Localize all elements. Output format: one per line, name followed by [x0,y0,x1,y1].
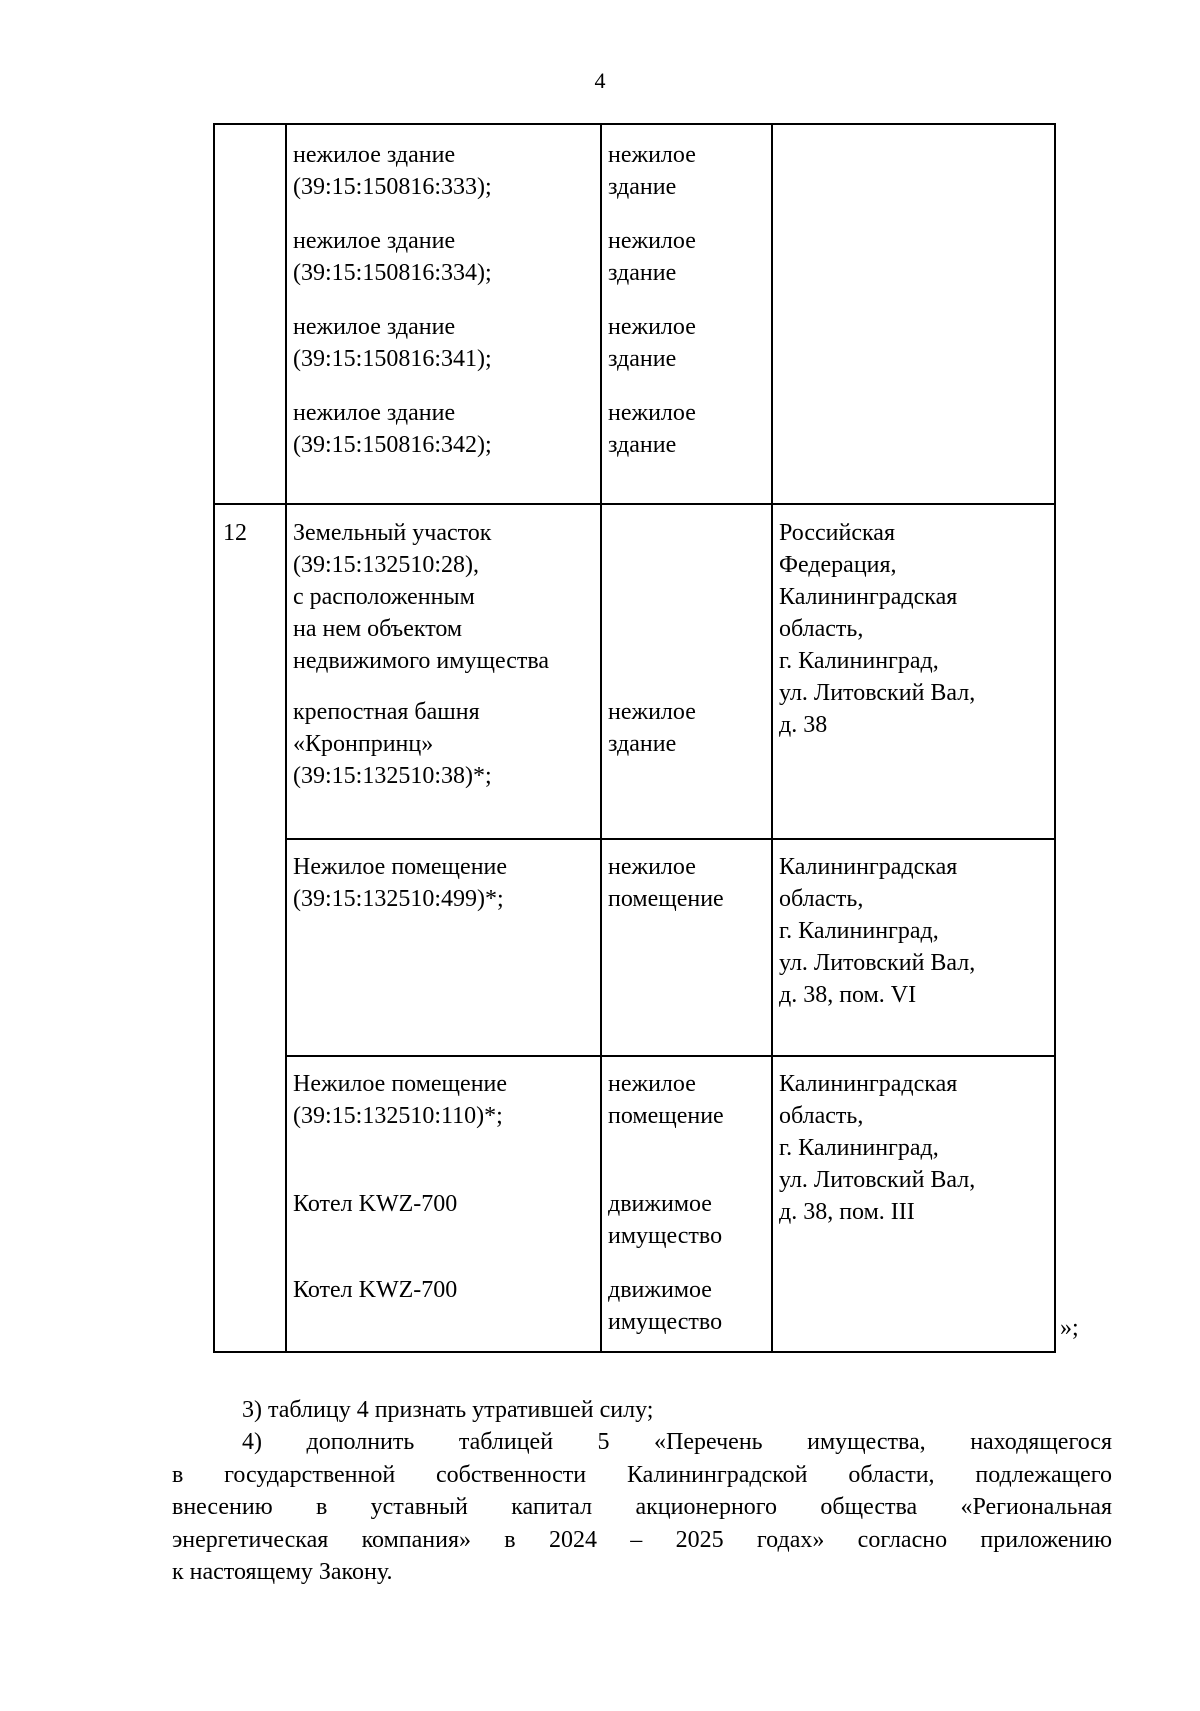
table-cell-name: нежилое здание (39:15:150816:334); [293,228,492,286]
paragraph-3: 3) таблицу 4 признать утратившей силу; [242,1397,654,1423]
column-divider-1 [285,125,287,1351]
row-separator-12 [215,503,1054,505]
table-cell-premises-type: нежилое помещение [608,1071,724,1129]
table-cell-premises-type: нежилое помещение [608,854,724,912]
table-cell-type: нежилое здание [608,142,696,200]
subrow-separator-2 [285,1055,1054,1057]
table-cell-tower-type: нежилое здание [608,699,696,757]
table-cell-address: Калининградская область, г. Калининград, ул. Литовский Вал, д. 38, пом. III [779,1071,976,1225]
paragraph-4-line: к настоящему Закону. [172,1559,393,1585]
paragraph-4 [172,1426,1112,1589]
table-cell-name: нежилое здание (39:15:150816:342); [293,400,492,458]
closing-quote: »; [1060,1315,1079,1341]
column-divider-2 [600,125,602,1351]
table-cell-address: Российская Федерация, Калининградская область, г. Калининград, ул. Литовский Вал, д. 38 [779,520,976,738]
table-cell-boiler: Котел KWZ-700 [293,1191,458,1217]
table-cell-land-plot: Земельный участок (39:15:132510:28), с расположенным на нем объектом недвижимого имущества [293,520,549,674]
table-cell-boiler-type: движимое имущество [608,1191,723,1249]
table-cell-type: нежилое здание [608,228,696,286]
subrow-separator-1 [285,838,1054,840]
paragraph-4-line: внесению в уставный капитал акционерного общества «Региональная [172,1494,1112,1520]
paragraph-4-line: 4) дополнить таблицей 5 «Перечень имущества, находящегося [242,1429,1112,1455]
paragraph-4-line: энергетическая компания» в 2024 – 2025 годах» согласно приложению [172,1526,1112,1553]
table-cell-name: нежилое здание (39:15:150816:333); [293,142,492,200]
property-table [213,123,1056,1353]
table-cell-premises: Нежилое помещение (39:15:132510:110)*; [293,1071,508,1129]
table-cell-boiler: Котел KWZ-700 [293,1277,458,1303]
table-cell-tower: крепостная башня «Кронпринц» (39:15:132510:38)*; [293,699,492,789]
page-number: 4 [594,68,606,93]
column-divider-3 [771,125,773,1351]
paragraph-4-line: в государственной собственности Калининградской области, подлежащего [172,1461,1112,1488]
table-cell-name: нежилое здание (39:15:150816:341); [293,314,492,372]
table-cell-premises: Нежилое помещение (39:15:132510:499)*; [293,854,508,912]
table-cell-type: нежилое здание [608,314,696,372]
table-cell-type: нежилое здание [608,400,696,458]
row-number: 12 [223,520,247,546]
table-cell-address: Калининградская область, г. Калининград, ул. Литовский Вал, д. 38, пом. VI [779,854,976,1008]
table-cell-boiler-type: движимое имущество [608,1277,723,1335]
